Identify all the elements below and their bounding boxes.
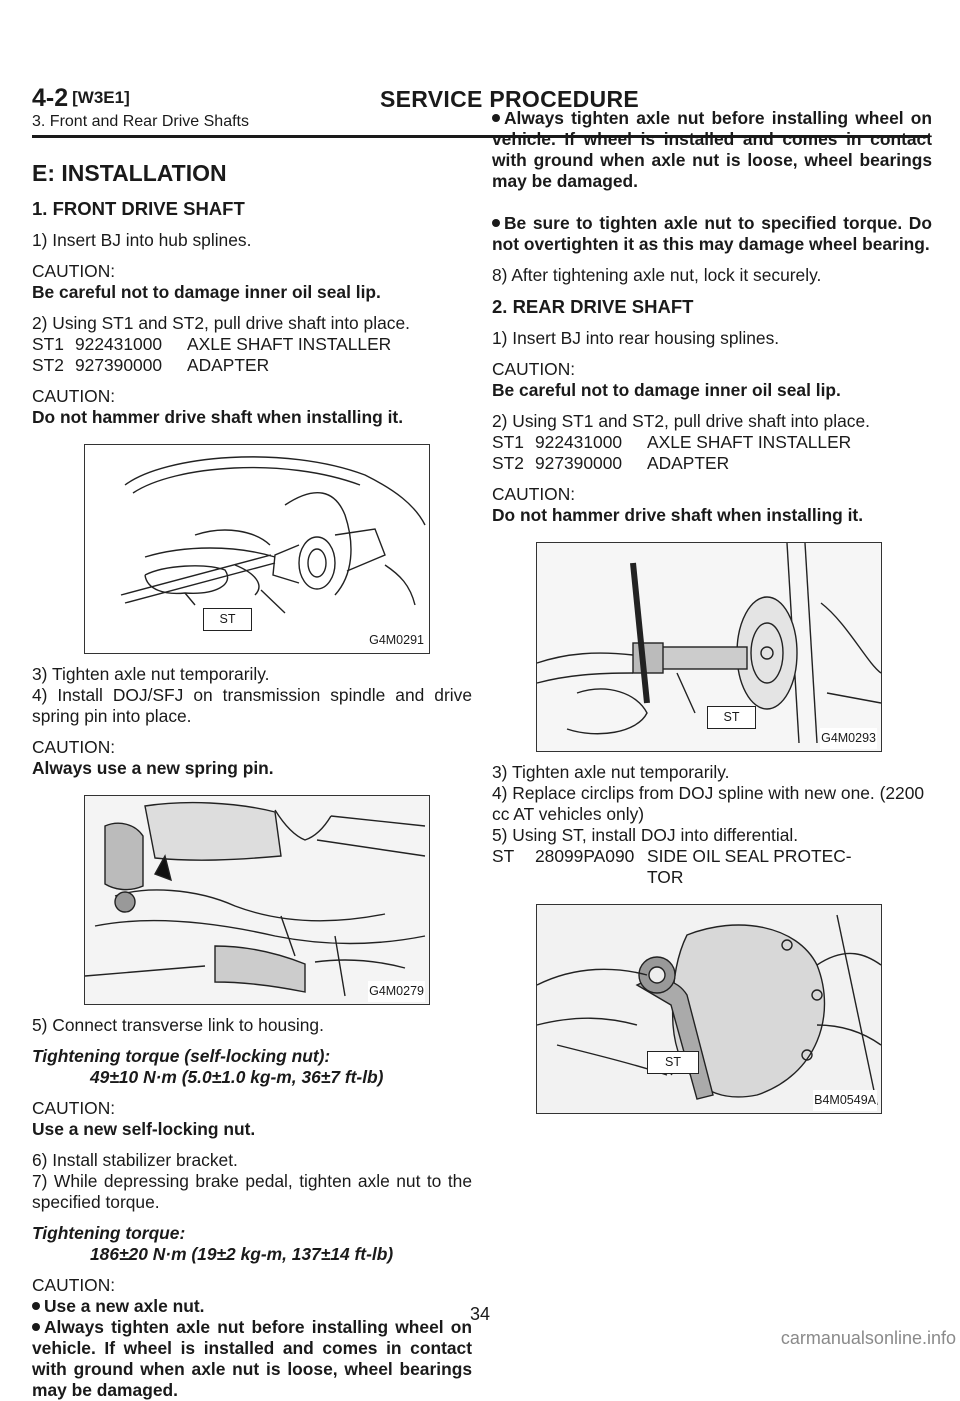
caution-bullet-2-continued — [492, 108, 932, 213]
caution-label: CAUTION: — [492, 359, 576, 379]
page-number: 34 — [469, 1304, 491, 1324]
rear-st-row: ST 28099PA090 SIDE OIL SEAL PROTEC- — [492, 846, 852, 866]
bullet-icon — [492, 114, 500, 122]
st-callout: ST — [203, 608, 252, 631]
caution-label: CAUTION: — [492, 484, 576, 504]
right-column — [492, 108, 932, 1124]
figure-code: G4M0291 — [368, 630, 425, 651]
caution-text: Use a new self-locking nut. — [32, 1119, 256, 1139]
rear-step-3: 3) Tighten axle nut temporarily. — [492, 762, 730, 782]
caution-label: CAUTION: — [32, 386, 116, 406]
header-subtitle: 3. Front and Rear Drive Shafts — [32, 113, 249, 130]
transmission-spindle-illustration — [85, 796, 429, 1004]
differential-illustration — [537, 905, 881, 1113]
torque-label: Tightening torque (self-locking nut): — [32, 1046, 331, 1066]
header-section — [32, 84, 130, 113]
figure-b4m0549a — [536, 904, 882, 1114]
torque-label: Tightening torque: — [32, 1223, 186, 1243]
st-callout: ST — [707, 706, 756, 729]
rear-step-1: 1) Insert BJ into rear housing splines. — [492, 328, 780, 348]
torque-value: 186±20 N·m (19±2 kg-m, 137±14 ft-lb) — [90, 1244, 394, 1264]
rear-drive-shaft-heading: 2. REAR DRIVE SHAFT — [492, 296, 694, 317]
front-st2-row: ST2 927390000 ADAPTER — [32, 355, 270, 375]
figure-g4m0293 — [536, 542, 882, 752]
front-step-1: 1) Insert BJ into hub splines. — [32, 230, 252, 250]
left-column — [32, 150, 472, 1400]
section-number: 4-2 — [32, 84, 69, 112]
section-code: [W3E1] — [72, 88, 130, 107]
installation-heading: E: INSTALLATION — [32, 160, 227, 186]
caution-label: CAUTION: — [32, 1275, 116, 1295]
caution-bullet-2: Always tighten axle nut before installing wheel on vehicle. If wheel is installed and comes in contact with ground when axle nut is loose, wheel bearings may be damaged. — [32, 1317, 472, 1400]
torque-value: 49±10 N·m (5.0±1.0 kg-m, 36±7 ft-lb) — [90, 1067, 384, 1087]
rear-st1-row: ST1 922431000 AXLE SHAFT INSTALLER — [492, 432, 852, 452]
front-step-8: 8) After tightening axle nut, lock it securely. — [492, 265, 822, 285]
rear-step-2: 2) Using ST1 and ST2, pull drive shaft into place. — [492, 411, 870, 431]
caution-text: Do not hammer drive shaft when installing it. — [492, 505, 864, 525]
rear-st2-row: ST2 927390000 ADAPTER — [492, 453, 730, 473]
axle-installer-illustration — [85, 445, 429, 653]
caution-text: Do not hammer drive shaft when installing it. — [32, 407, 404, 427]
bullet-icon — [492, 219, 500, 227]
rear-step-4: 4) Replace circlips from DOJ spline with new one. (2200 cc AT vehicles only) — [492, 783, 925, 824]
watermark: carmanualsonline.info — [780, 1328, 956, 1348]
rear-step-5: 5) Using ST, install DOJ into differential. — [492, 825, 799, 845]
rear-st-row-cont: TOR — [647, 867, 684, 887]
caution-label: CAUTION: — [32, 261, 116, 281]
front-step-6: 6) Install stabilizer bracket. — [32, 1150, 238, 1170]
caution-bullet-2-text: Always tighten axle nut before installing wheel on vehicle. If wheel is installed and comes in contact with ground when axle nut is loose, wheel bearings may be damaged. — [492, 108, 932, 191]
caution-text: Be careful not to damage inner oil seal lip. — [492, 380, 841, 400]
header-title: SERVICE PROCEDURE — [380, 86, 640, 112]
caution-bullet-2-flow — [492, 108, 932, 192]
figure-g4m0279 — [84, 795, 430, 1005]
figure-code: G4M0279 — [368, 981, 425, 1002]
caution-label: CAUTION: — [32, 1098, 116, 1118]
figure-code: G4M0293 — [820, 728, 877, 749]
front-step-2: 2) Using ST1 and ST2, pull drive shaft into place. — [32, 313, 410, 333]
figure-code: B4M0549A — [813, 1090, 877, 1111]
figure-g4m0291 — [84, 444, 430, 654]
front-step-4: 4) Install DOJ/SFJ on transmission spindle and drive spring pin into place. — [32, 685, 472, 726]
st-callout: ST — [647, 1051, 699, 1074]
caution-bullet-3: Be sure to tighten axle nut to specified torque. Do not overtighten it as this may damage wheel bearing. — [492, 213, 932, 254]
front-step-5: 5) Connect transverse link to housing. — [32, 1015, 324, 1035]
front-step-7: 7) While depressing brake pedal, tighten axle nut to the specified torque. — [32, 1171, 472, 1212]
caution-text: Always use a new spring pin. — [32, 758, 274, 778]
front-step-3: 3) Tighten axle nut temporarily. — [32, 664, 270, 684]
front-drive-shaft-heading: 1. FRONT DRIVE SHAFT — [32, 198, 245, 219]
caution-bullet-1: Use a new axle nut. — [32, 1296, 472, 1317]
caution-text: Be careful not to damage inner oil seal lip. — [32, 282, 381, 302]
caution-label: CAUTION: — [32, 737, 116, 757]
front-st1-row: ST1 922431000 AXLE SHAFT INSTALLER — [32, 334, 392, 354]
